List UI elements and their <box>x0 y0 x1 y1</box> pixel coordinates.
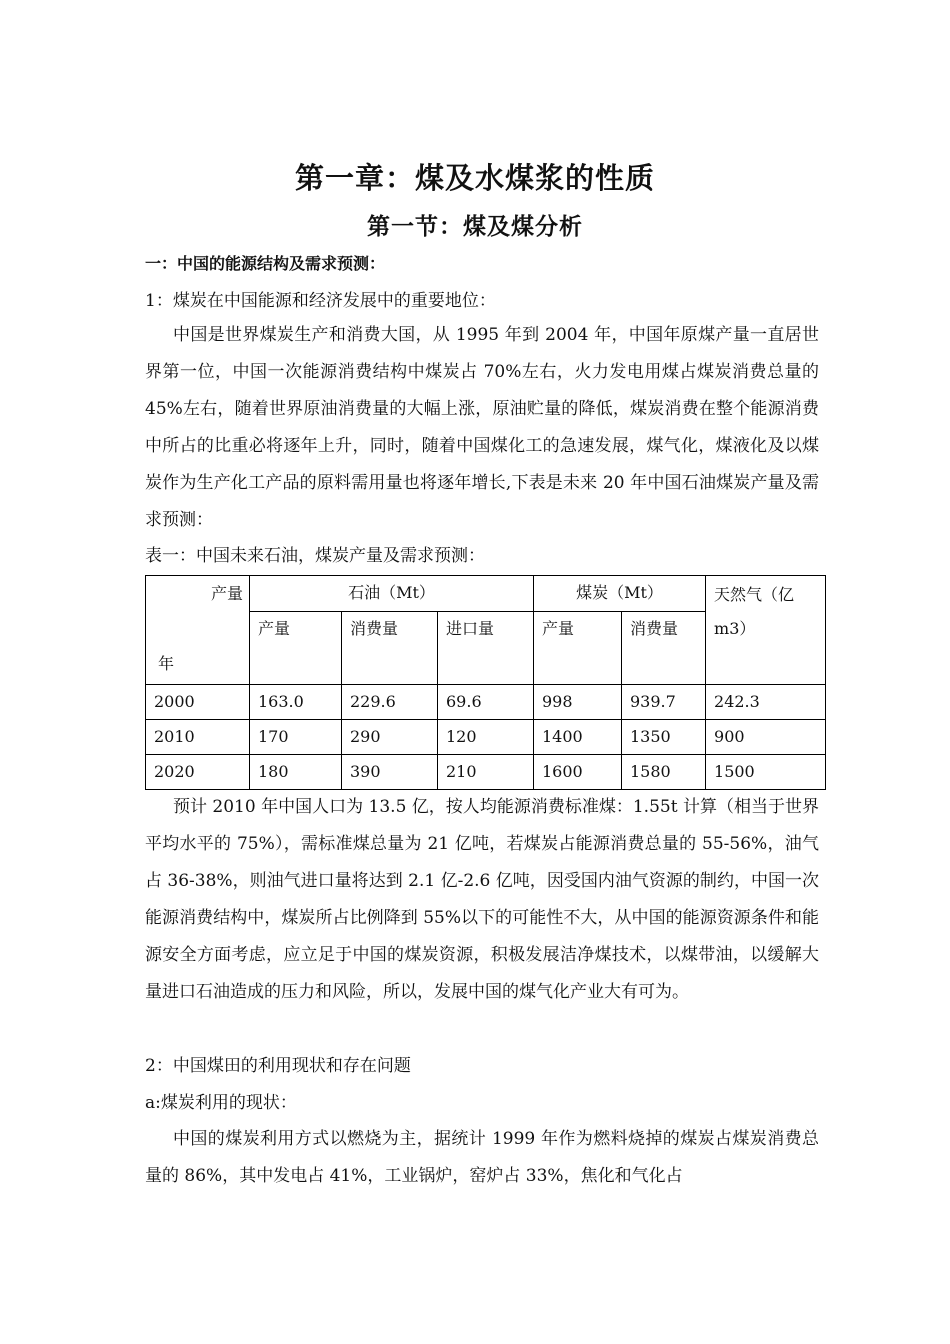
cell-oil-output: 180 <box>250 755 342 790</box>
cell-oil-consumption: 290 <box>342 720 438 755</box>
forecast-table <box>145 575 826 790</box>
table-row <box>146 720 826 755</box>
subheading-coal-importance: 1：煤炭在中国能源和经济发展中的重要地位： <box>145 291 496 311</box>
gas-header: 天然气（亿m3） <box>706 576 826 685</box>
cell-oil-import: 120 <box>438 720 534 755</box>
cell-oil-consumption: 390 <box>342 755 438 790</box>
table-row <box>146 685 826 720</box>
oil-header: 石油（Mt） <box>250 576 534 612</box>
subheader-oil-consumption: 消费量 <box>342 611 438 684</box>
subheader-coal-output: 产量 <box>534 611 622 684</box>
subheader-oil-import: 进口量 <box>438 611 534 684</box>
table-caption: 表一：中国未来石油，煤炭产量及需求预测： <box>145 546 485 566</box>
paragraph-energy-forecast: 预计 2010 年中国人口为 13.5 亿，按人均能源消费标准煤：1.55t 计算（相当于世界平均水平的 75%），需标准煤总量为 21 亿吨，若煤炭占能源消费总量的 55-56%，油气占 36-38%，则油气进口量将达到 2.1 亿-2.6 亿吨，因受国内油气资源的制约，中国一次能源消费结构中，煤炭所占比例降到 55%以下的可能性不大，从中国的能源资源条件和能源安全方面考虑，应立足于中国的煤炭资源，积极发展洁净煤技术，以煤带油，以缓解大量进口石油造成的压力和风险，所以，发展中国的煤气化产业大有可为。 <box>145 797 819 1002</box>
cell-coal-output: 1600 <box>534 755 622 790</box>
table-row <box>146 755 826 790</box>
corner-label-output: 产量 <box>210 584 243 603</box>
cell-oil-import: 69.6 <box>438 685 534 720</box>
cell-oil-consumption: 229.6 <box>342 685 438 720</box>
cell-oil-import: 210 <box>438 755 534 790</box>
cell-gas: 1500 <box>706 755 826 790</box>
coal-header: 煤炭（Mt） <box>534 576 706 612</box>
cell-oil-output: 170 <box>250 720 342 755</box>
paragraph-utilization-status: 中国的煤炭利用方式以燃烧为主，据统计 1999 年作为燃料烧掉的煤炭占煤炭消费总量的 86%，其中发电占 41%，工业锅炉，窑炉占 33%，焦化和气化占 <box>145 1129 819 1186</box>
cell-gas: 900 <box>706 720 826 755</box>
cell-coal-consumption: 1350 <box>622 720 706 755</box>
corner-label-year: 年 <box>158 654 175 673</box>
subheading-utilization-status: a:煤炭利用的现状： <box>145 1093 297 1113</box>
cell-coal-consumption: 1580 <box>622 755 706 790</box>
heading-energy-structure: 一：中国的能源结构及需求预测： <box>145 254 386 273</box>
cell-coal-output: 1400 <box>534 720 622 755</box>
cell-coal-output: 998 <box>534 685 622 720</box>
cell-oil-output: 163.0 <box>250 685 342 720</box>
subheader-coal-consumption: 消费量 <box>622 611 706 684</box>
cell-year: 2000 <box>146 685 250 720</box>
table-corner-cell <box>146 576 250 685</box>
cell-year: 2020 <box>146 755 250 790</box>
subheader-oil-output: 产量 <box>250 611 342 684</box>
cell-coal-consumption: 939.7 <box>622 685 706 720</box>
cell-gas: 242.3 <box>706 685 826 720</box>
subheading-coal-utilization: 2：中国煤田的利用现状和存在问题 <box>145 1056 411 1076</box>
section-title: 第一节：煤及煤分析 <box>367 214 583 240</box>
cell-year: 2010 <box>146 720 250 755</box>
chapter-title: 第一章：煤及水煤浆的性质 <box>294 161 655 195</box>
paragraph-coal-importance: 中国是世界煤炭生产和消费大国，从 1995 年到 2004 年，中国年原煤产量一直居世界第一位，中国一次能源消费结构中煤炭占 70%左右，火力发电用煤占煤炭消费总量的 45%左右，随着世界原油消费量的大幅上涨，原油贮量的降低，煤炭消费在整个能源消费中所占的比重必将逐年上升，同时，随着中国煤化工的急速发展，煤气化，煤液化及以煤炭作为生产化工产品的原料需用量也将逐年增长,下表是未来 20 年中国石油煤炭产量及需求预测： <box>145 325 819 530</box>
